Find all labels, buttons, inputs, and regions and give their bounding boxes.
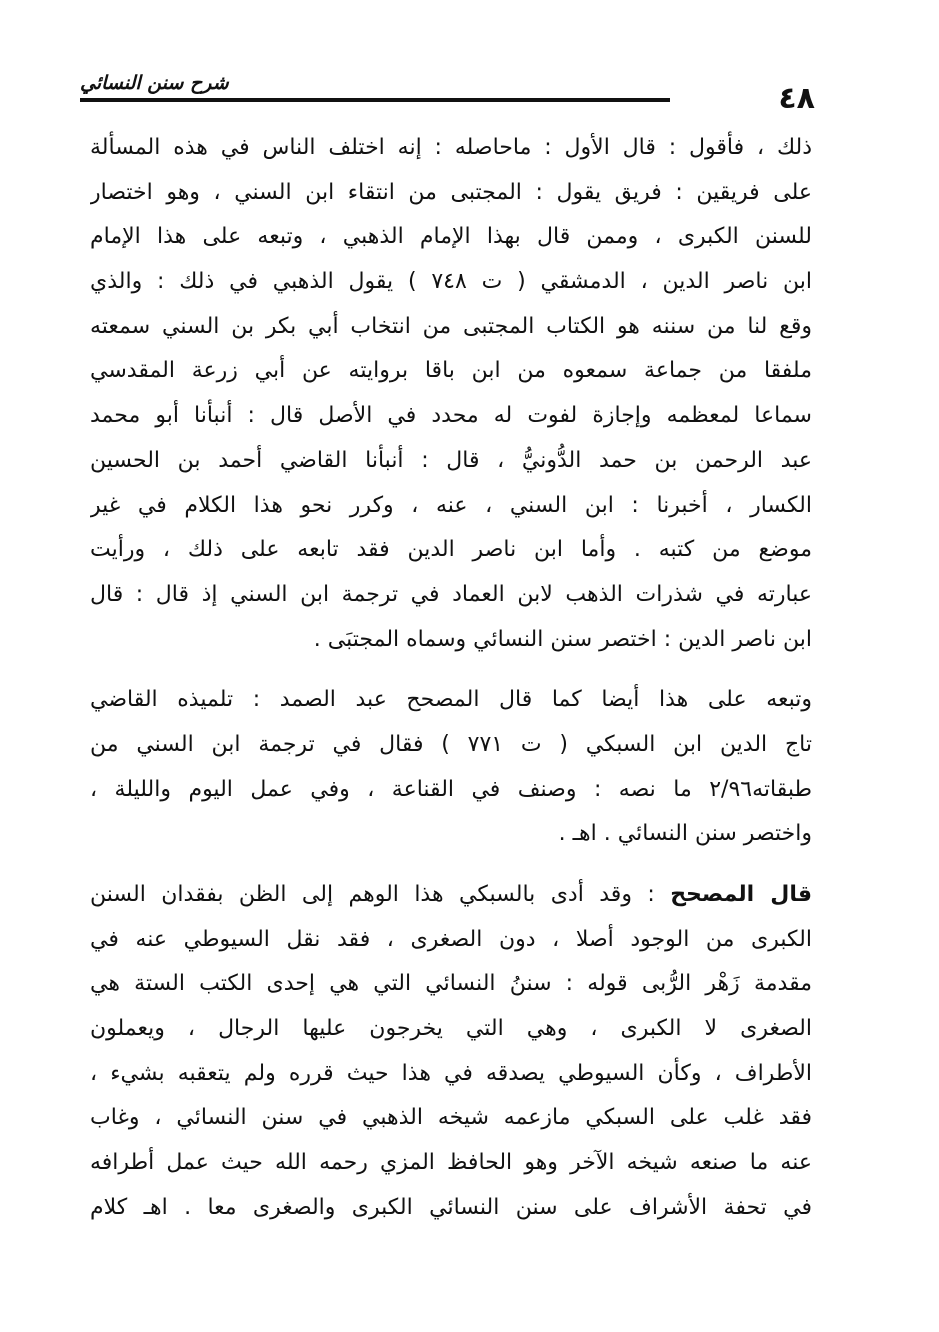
text-line: عنه ما صنعه شيخه الآخر وهو الحافظ المزي رحمه الله حيث عمل أطرافه xyxy=(90,1150,812,1176)
text-line: الكسار ، أخبرنا : ابن السني ، عنه ، وكرر نحو هذا الكلام في غير xyxy=(90,492,812,518)
text-line: عبارته في شذرات الذهب لابن العماد في ترجمة ابن السني إذ قال : قال xyxy=(90,581,812,607)
text-line: ابن ناصر الدين ، الدمشقي ( ت ٧٤٨ ) يقول الذهبي في ذلك : والذي xyxy=(90,269,812,295)
text-line: للسنن الكبرى ، وممن قال بهذا الإمام الذهبي ، وتبعه على هذا الإمام xyxy=(90,224,812,250)
paragraph-gap xyxy=(90,662,812,678)
text-line: موضع من كتبه . وأما ابن ناصر الدين فقد تابعه على ذلك ، ورأيت xyxy=(90,537,812,563)
text-line: ابن ناصر الدين : اختصر سنن النسائي وسماه المجتبَى . xyxy=(313,626,812,652)
text-line: على فريقين : فريق يقول : المجتبى من انتقاء ابن السني ، وهو اختصار xyxy=(90,179,812,205)
text-line: عبد الرحمن بن حمد الدُّونيُّ ، قال : أنبأنا القاضي أحمد بن الحسين xyxy=(90,447,812,473)
text-line: طبقاته٢/٩٦ ما نصه : وصنف في القناعة ، وفي عمل اليوم والليلة ، xyxy=(90,776,812,802)
running-title: شرح سنن النسائي xyxy=(80,72,229,94)
header-rule xyxy=(80,98,670,102)
text-line: تاج الدين ابن السبكي ( ت ٧٧١ ) فقال في ترجمة ابن السني من xyxy=(90,731,812,757)
paragraph-1 xyxy=(90,126,812,662)
text-line: وقع لنا من سننه هو الكتاب المجتبى من انتخاب أبي بكر بن السني سمعته xyxy=(90,313,812,339)
text-line: مقدمة زَهْر الرُّبى قوله : سننُ النسائي التي هي إحدى الكتب الستة هي xyxy=(90,971,812,997)
page-number: ٤٨ xyxy=(778,81,815,116)
text-line: ذلك ، فأقول : قال الأول : ماحاصله : إنه اختلف الناس في هذه المسألة xyxy=(90,135,812,160)
text-line: فقد غلب على السبكي مازعمه شيخه الذهبي في سنن النسائي ، وغاب xyxy=(90,1105,812,1131)
text-line: ملفقا من جماعة سمعوه من ابن باقا بروايته عن أبي زرعة المقدسي xyxy=(90,358,812,384)
text-line-rest: : وقد أدى بالسبكي هذا الوهم إلى الظن بفقدان السنن xyxy=(90,882,671,907)
text-line: الصغرى لا الكبرى ، وهي التي يخرجون عليها الرجال ، ويعملون xyxy=(90,1016,812,1042)
page-header xyxy=(80,70,815,116)
text-line: في تحفة الأشراف على سنن النسائي الكبرى والصغرى معا . اهـ كلام xyxy=(90,1194,812,1220)
paragraph-3 xyxy=(90,873,812,1231)
body-text xyxy=(90,126,812,1231)
lead-phrase: قال المصحح xyxy=(670,882,812,907)
text-line xyxy=(90,873,812,918)
text-line: واختصر سنن النسائي . اهـ . xyxy=(558,821,812,847)
text-line: الكبرى من الوجود أصلا ، دون الصغرى ، فقد نقل السيوطي عنه في xyxy=(90,926,812,952)
text-line: وتبعه على هذا أيضا كما قال المصحح عبد الصمد : تلميذه القاضي xyxy=(90,687,812,713)
paragraph-gap xyxy=(90,857,812,873)
text-line: الأطراف ، وكأن السيوطي يصدقه في هذا حيث قرره ولم يتعقبه بشيء ، xyxy=(90,1060,812,1086)
text-line: سماعا لمعظمه وإجازة لفوت له محدد في الأصل قال : أنبأنا أبو محمد xyxy=(90,403,812,429)
paragraph-2 xyxy=(90,678,812,857)
